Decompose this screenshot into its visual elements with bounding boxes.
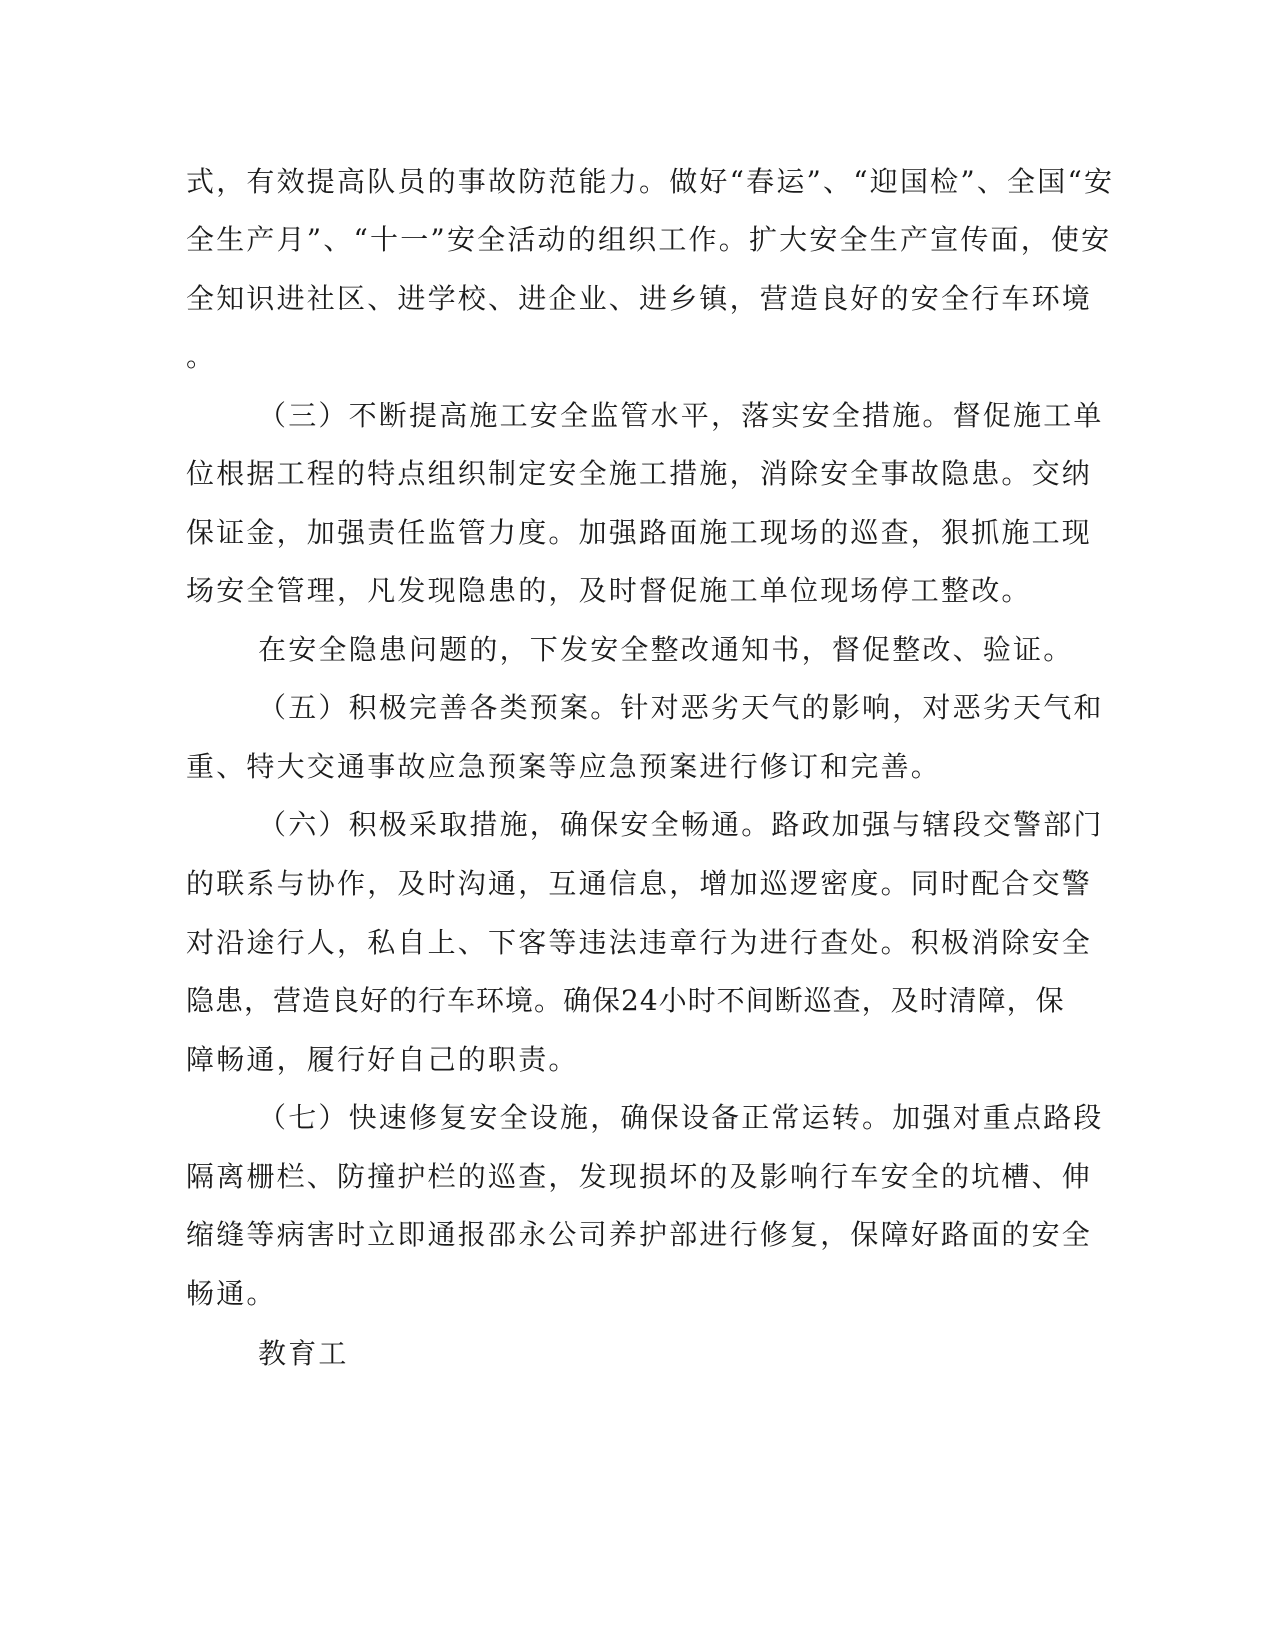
text-line: 场安全管理，凡发现隐患的，及时督促施工单位现场停工整改。 [186, 574, 1032, 607]
text-line: 在安全隐患问题的，下发安全整改通知书，督促整改、验证。 [258, 633, 1074, 666]
text-line: 的联系与协作，及时沟通，互通信息，增加巡逻密度。同时配合交警 [186, 867, 1093, 900]
text-line: 全生产月”、“十一”安全活动的组织工作。扩大安全生产宣传面，使安 [186, 223, 1112, 256]
text-line: 式，有效提高队员的事故防范能力。做好“春运”、“迎国检”、全国“安 [186, 165, 1115, 198]
text-line: 教育工 [258, 1337, 349, 1370]
text-line: （三）不断提高施工安全监管水平，落实安全措施。督促施工单 [258, 399, 1104, 432]
text-line: （六）积极采取措施，确保安全畅通。路政加强与辖段交警部门 [258, 808, 1104, 841]
text-line: 保证金，加强责任监管力度。加强路面施工现场的巡查，狠抓施工现 [186, 516, 1093, 549]
text-line: 对沿途行人，私自上、下客等违法违章行为进行查处。积极消除安全 [186, 926, 1093, 959]
text-line: 隔离栅栏、防撞护栏的巡查，发现损坏的及影响行车安全的坑槽、伸 [186, 1160, 1093, 1193]
text-line: 障畅通，履行好自己的职责。 [186, 1043, 579, 1076]
text-line: 。 [186, 340, 217, 373]
text-line: 畅通。 [186, 1277, 277, 1310]
text-line: 缩缝等病害时立即通报邵永公司养护部进行修复，保障好路面的安全 [186, 1218, 1093, 1251]
text-line: （七）快速修复安全设施，确保设备正常运转。加强对重点路段 [258, 1101, 1104, 1134]
text-line: 隐患，营造良好的行车环境。确保24小时不间断巡查，及时清障，保 [186, 984, 1065, 1017]
text-line: 位根据工程的特点组织制定安全施工措施，消除安全事故隐患。交纳 [186, 457, 1093, 490]
text-line: 全知识进社区、进学校、进企业、进乡镇，营造良好的安全行车环境 [186, 282, 1093, 315]
text-line: （五）积极完善各类预案。针对恶劣天气的影响，对恶劣天气和 [258, 691, 1104, 724]
text-line: 重、特大交通事故应急预案等应急预案进行修订和完善。 [186, 750, 942, 783]
